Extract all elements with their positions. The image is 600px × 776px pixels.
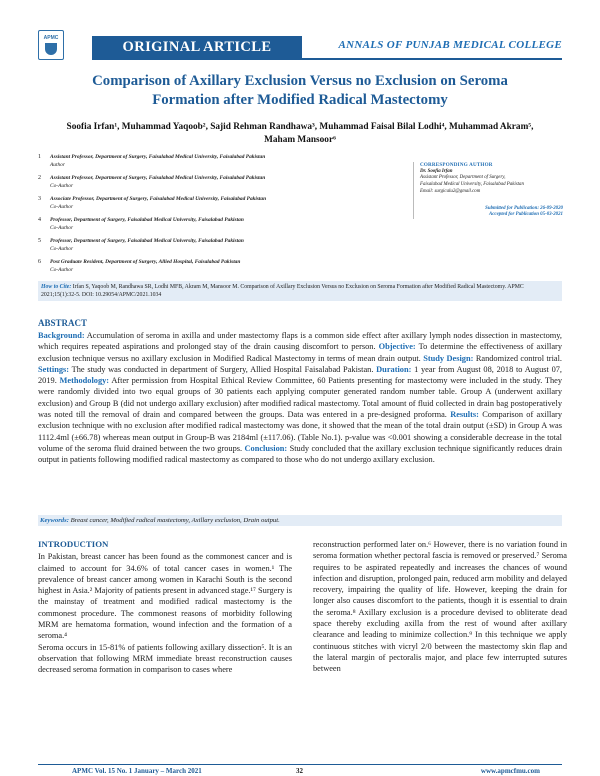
page-number: 32 [296, 767, 303, 775]
affiliation-role: Co-Author [50, 224, 74, 231]
footer-volume: APMC Vol. 15 No. 1 January – March 2021 [72, 767, 202, 775]
affiliation-role: Co-Author [50, 266, 74, 273]
corresponding-email[interactable]: Email: surgicalu2@gmail.com [420, 188, 481, 194]
affiliation-role: Author [50, 161, 65, 168]
authors-line-2: Maham Mansoor⁶ [264, 135, 336, 145]
duration-label: Duration: [376, 364, 412, 374]
affiliation-role: Co-Author [50, 203, 74, 210]
corresponding-line-2: Faisalabad Medical University, Faisalabad Pakistan [420, 182, 524, 188]
submitted-date: Submitted for Publication: 26-09-2020 [485, 205, 563, 211]
left-column [38, 539, 292, 676]
journal-name: ANNALS OF PUNJAB MEDICAL COLLEGE [338, 39, 562, 51]
objective-text: To determine the effectiveness of axillary exclusion technique versus no axillary exclusion in Modified Radical Mastectomy in terms of mean drain output. [38, 342, 563, 363]
affiliation-text: Professor, Department of Surgery, Faisalabad Medical University, Faisalabad Pakistan [50, 238, 244, 244]
affiliation-number: 5 [38, 238, 41, 244]
title-line-1: Comparison of Axillary Exclusion Versus no Exclusion on Seroma [92, 73, 508, 89]
page-footer [38, 764, 562, 776]
affiliation-item [38, 196, 398, 211]
cite-text: Irfan S, Yaqoob M, Randhawa SR, Lodhi MFB, Akram M, Mansoor M. Comparison of Axillary Exclusion Versus no Exclusion on Seroma Formation after Modified Radical Mastectomy. APMC 2021;15(1):32-5. DOI: 10.29054/APMC/2021.1034 [41, 284, 524, 298]
journal-website-link[interactable]: www.apmcfmu.com [480, 767, 540, 775]
affiliation-role: Co-Author [50, 245, 74, 252]
conclusion-text: Study concluded that the axillary exclusion technique significantly reduces drain output in patients following modified radical mastectomy as compared to those who do not undergo axillary exclusion. [38, 443, 562, 465]
affiliations [38, 154, 398, 280]
affiliation-number: 3 [38, 196, 41, 202]
title-line-2: Formation after Modified Radical Mastectomy [152, 92, 448, 108]
right-column [313, 539, 567, 675]
affiliation-number: 2 [38, 175, 41, 181]
publication-dates [420, 206, 563, 219]
results-label: Results: [450, 410, 479, 420]
results-text: Comparison of axillary exclusion technique with no exclusion after modified radical mastectomy was done, it showed that the mean of the total drain output (±SD) in Group A was 1112.4ml (±66.78) whereas mean output in Group-B was 2184ml (±117.06). (Table No.1). p-value was <0.001 showing a considerable decrease in the total volume of the seroma fluid drained between the two groups. [38, 410, 563, 453]
abstract-heading: ABSTRACT [38, 318, 88, 328]
affiliation-item [38, 217, 398, 232]
article-title [40, 72, 560, 110]
cite-label: How to Cite: [41, 284, 72, 290]
study-design-text: Randomized control trial. [473, 353, 562, 363]
affiliation-text: Post Graduate Resident, Department of Surgery, Allied Hospital, Faisalabad Pakistan [50, 259, 241, 265]
logo-text: APMC [43, 35, 59, 41]
affiliation-text: Professor, Department of Surgery, Faisalabad Medical University, Faisalabad Pakistan [50, 217, 244, 223]
authors-line-1: Soofia Irfan¹, Muhammad Yaqoob², Sajid Rehman Randhawa³, Muhammad Faisal Bilal Lodhi⁴, Muhammad Akram⁵, [66, 122, 534, 132]
conclusion-label: Conclusion: [244, 443, 288, 453]
corresponding-title: CORRESPONDING AUTHOR [420, 162, 493, 168]
methodology-label: Methodology: [59, 376, 110, 386]
affiliation-text: Assistant Professor, Department of Surgery, Faisalabad Medical University, Faisalabad Pakistan [50, 175, 266, 181]
accepted-date: Accepted for Publication 05-03-2021 [488, 212, 563, 218]
affiliation-text: Assistant Professor, Department of Surgery, Faisalabad Medical University, Faisalabad Pakistan [50, 154, 266, 160]
methodology-text: After permission from Hospital Ethical Review Committee, 60 Patients presenting for mastectomy were included in the study. They were randomly divided into two equal groups of 30 patients each applying computer generated random number table. Group A (underwent axillary exclusion) and Group B (did not undergo axillary exclusion) after modified radical mastectomy. Total amount of fluid collected in drain bag postoperatively was noted till the removal of drain and compared between the groups. Data was entered in a pre-designed proforma. [38, 376, 562, 420]
shield-icon [45, 43, 57, 55]
settings-label: Settings: [38, 364, 70, 374]
author-list [30, 121, 570, 147]
corresponding-line-1: Assistant Professor, Department of Surgery, [420, 175, 506, 181]
affiliation-number: 1 [38, 154, 41, 160]
corresponding-author [413, 162, 563, 219]
header-divider [92, 58, 562, 60]
introduction-heading: INTRODUCTION [38, 539, 109, 549]
how-to-cite [38, 281, 562, 301]
keywords-label: Keywords: [40, 517, 69, 524]
page-header [38, 36, 562, 60]
intro-paragraph-1: In Pakistan, breast cancer has been found as the commonest cancer and is claimed to account for 34.6% of total cancer cases in women.¹ The prevalence of breast cancer among women in Karachi South is the second highest in Asia.² Majority of patients present in advanced stage.¹⁷ Surgery is the mainstay of treatment and modified radical mastectomy is the commonest procedure. The commonest reasons of morbidity following MRM are hematoma formation, wound infection and the formation of a seroma.⁴ [38, 552, 292, 641]
duration-text: 1 year from August 08, 2018 to August 07, 2019. [38, 364, 562, 386]
objective-label: Objective: [378, 342, 416, 352]
affiliation-item [38, 154, 398, 169]
settings-text: The study was conducted in department of Surgery, Allied Hospital Faisalabad Pakistan. [69, 364, 377, 374]
keywords-text: Breast cancer, Modified radical mastectomy, Axillary exclusion, Drain output. [68, 517, 280, 524]
background-text: Accumulation of seroma in axilla and under mastectomy flaps is a common side effect after axillary lymph nodes dissection in mastectomy, which requires repeated aspirations and prolonged stay of the drain causing discomfort to person. [38, 331, 562, 352]
affiliation-item [38, 175, 398, 190]
affiliation-item [38, 238, 398, 253]
affiliation-text: Associate Professor, Department of Surgery, Faisalabad Medical University, Faisalabad Pakistan [50, 196, 267, 202]
affiliation-number: 4 [38, 217, 41, 223]
affiliation-item [38, 259, 398, 274]
background-label: Background: [38, 331, 85, 340]
study-design-label: Study Design: [423, 353, 474, 363]
intro-paragraph-2: Seroma occurs in 15-81% of patients following axillary dissection⁵. It is an observation that following MRM immediate breast reconstruction causes decreased seroma formation in comparison to cases where [38, 642, 292, 675]
corresponding-name: Dr. Soofia Irfan [420, 168, 453, 174]
keywords-bar [38, 515, 562, 526]
intro-paragraph-3: reconstruction performed later on.⁶ However, there is no variation found in seroma formation whether pectoral fascia is removed or preserved.⁷ Seroma requires to be aspirated repeatedly and increases the chances of wound infection and disruption, prolonged pain, reduced arm mobility and delayed recovery, impairing the quality of life. However, keeping the drain for longer also causes discomfort to the patients, though it is essential to drain the seroma.⁸ Axillary exclusion is a procedure devised to obliterate dead space thereby excluding axilla from the rest of wound after axillary clearance and leading to minimize collection.⁹ In this technique we apply continuous stitches with vicryl 2/0 between the mastectomy skin flap and the lateral margin of pectoralis major, and place few interrupted sutures between [313, 540, 567, 674]
section-banner: ORIGINAL ARTICLE [92, 36, 302, 58]
journal-logo [38, 30, 64, 60]
affiliation-number: 6 [38, 259, 41, 265]
abstract-body [38, 330, 562, 466]
affiliation-role: Co-Author [50, 182, 74, 189]
